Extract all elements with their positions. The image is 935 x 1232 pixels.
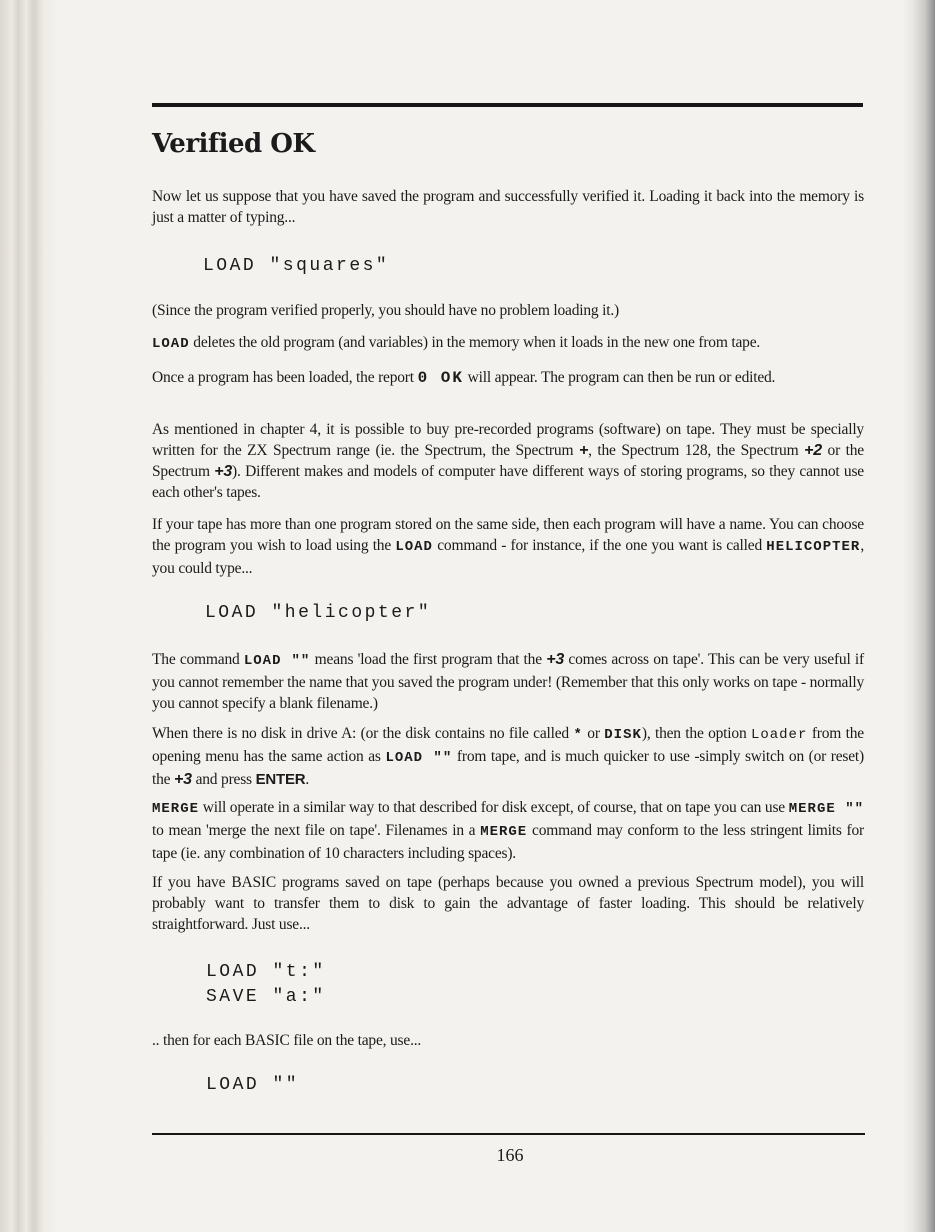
code-load-helicopter: LOAD "helicopter" [205, 603, 432, 623]
paragraph-verified: (Since the program verified properly, you should have no problem loading it.) [152, 302, 619, 319]
paragraph-text: from the opening menu has the same action as [152, 725, 864, 765]
paragraph-text: If your tape has more than one program stored on the same side, then each program will have a name. You can choose the program you wish to load using the [152, 516, 864, 554]
section-heading: Verified OK [152, 129, 315, 159]
paragraph-text: will operate in a similar way to that described for disk except, of course, that on tape you can use [202, 799, 785, 816]
keyword-load: LOAD [152, 336, 190, 352]
report-code: 0 OK [417, 369, 464, 387]
paragraph-text: , the Spectrum 128, the Spectrum [588, 442, 799, 459]
code-load-blank: LOAD "" [206, 1075, 300, 1095]
paragraph-multiple-programs [152, 514, 864, 579]
paragraph-text: When there is no disk in drive A: (or the disk contains no file called [152, 725, 569, 742]
paragraph-transfer: If you have BASIC programs saved on tape (perhaps because you owned a previous Spectrum model), you will probably want to transfer them to disk to gain the advantage of faster loading. This should be relatively straightforward. Just use... [152, 874, 864, 933]
paragraph-software [152, 419, 864, 503]
paragraph-text: ). Different makes and models of computer have different ways of storing programs, so they cannot use each other's tapes. [152, 463, 864, 501]
paragraph-text: Once a program has been loaded, the report [152, 369, 414, 386]
keyword-merge: MERGE [480, 824, 528, 840]
paragraph-load-deletes [152, 332, 864, 355]
keyword-star: * [573, 727, 583, 743]
paragraph-text: or [587, 725, 600, 742]
code-load-save: LOAD "t:" SAVE "a:" [206, 962, 326, 1007]
keyword-load-blank: LOAD "" [385, 750, 453, 766]
paragraph-blank-load [152, 649, 864, 714]
paragraph-text: The command [152, 651, 240, 668]
paragraph-text: command may conform to the less stringent limits for tape (ie. any combination of 10 characters including spaces). [152, 822, 864, 862]
plus3-symbol: +3 [174, 771, 192, 788]
keyword-loader: Loader [750, 727, 808, 743]
plus2-symbol: +2 [804, 442, 822, 459]
keyword-disk: DISK [604, 727, 642, 743]
paragraph-loader-option [152, 723, 864, 790]
paragraph-text: As mentioned in chapter 4, it is possible to buy pre-recorded programs (software) on tape. They must be specially written for the ZX Spectrum range (ie. the Spectrum, the Spectrum [152, 421, 864, 459]
enter-key-label: ENTER [255, 771, 306, 788]
plus-symbol: + [578, 442, 589, 459]
paragraph-text: , you could type... [152, 537, 864, 577]
keyword-merge-blank: MERGE "" [788, 801, 864, 817]
plus3-symbol: +3 [214, 463, 233, 480]
paragraph-text: to mean 'merge the next file on tape'. Filenames in a [152, 822, 476, 839]
keyword-merge: MERGE [152, 801, 200, 817]
paragraph-text: and press [195, 771, 252, 788]
paragraph-text: or the Spectrum [152, 442, 864, 480]
page-number: 166 [496, 1145, 524, 1165]
paragraph-text: means 'load the first program that the [314, 651, 542, 668]
paragraph-text: comes across on tape'. This can be very useful if you cannot remember the name that you saved the program under! (Remember that this only works on tape - normally you cannot specify a blank filename.) [152, 651, 864, 712]
paragraph-text: . [305, 771, 310, 788]
paragraph-text: will appear. The program can then be run or edited. [467, 369, 776, 386]
code-load-squares: LOAD "squares" [203, 256, 390, 276]
keyword-load-blank: LOAD "" [243, 653, 311, 669]
paragraph-text: deletes the old program (and variables) in the memory when it loads in the new one from tape. [193, 334, 761, 351]
paragraph-merge [152, 797, 864, 864]
bottom-rule [152, 1133, 865, 1135]
paragraph-text: ), then the option [641, 725, 747, 742]
paragraph-intro: Now let us suppose that you have saved the program and successfully verified it. Loading it back into the memory is just a matter of typing... [152, 188, 864, 226]
keyword-load: LOAD [395, 539, 433, 555]
paragraph-each-file: .. then for each BASIC file on the tape, use... [152, 1032, 422, 1049]
paragraph-report [152, 367, 864, 389]
paragraph-text: command - for instance, if the one you want is called [437, 537, 762, 554]
keyword-helicopter: HELICOPTER [766, 539, 861, 555]
paragraph-text: from tape, and is much quicker to use -simply switch on (or reset) the [152, 748, 865, 788]
top-rule [152, 103, 863, 107]
plus3-symbol: +3 [546, 651, 565, 668]
